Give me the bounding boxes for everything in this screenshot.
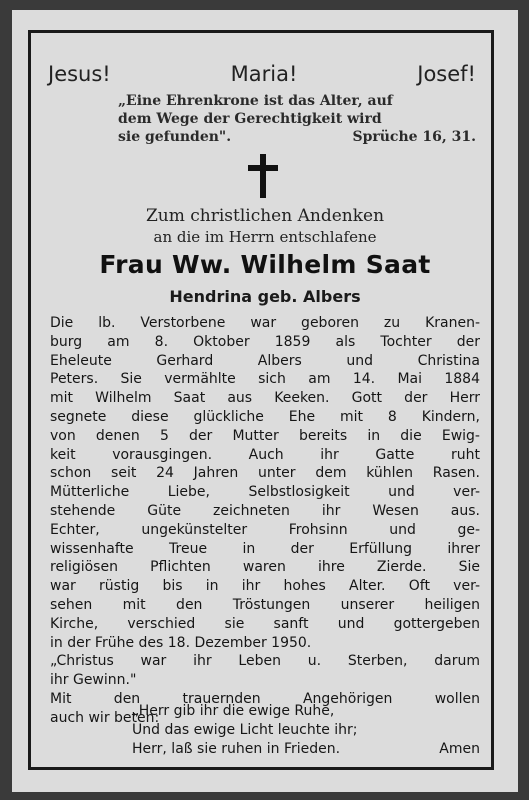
biography-line: stehende Güte zeichneten ihr Wesen aus. xyxy=(50,502,480,519)
biography-line: von denen 5 der Mutter bereits in die Ewig- xyxy=(50,427,480,444)
biography-line: Peters. Sie vermählte sich am 14. Mai 1884 xyxy=(50,371,480,388)
invocation-jesus: Jesus! xyxy=(48,62,111,86)
amen-text: Amen xyxy=(439,741,480,757)
maiden-name: Hendrina geb. Albers xyxy=(169,287,361,306)
closing-quote-line: „Christus war ihr Leben u. Sterben, darum xyxy=(50,653,480,670)
biography-line: burg am 8. Oktober 1859 als Tochter der xyxy=(50,333,480,350)
biography-line: Mütterliche Liebe, Selbstlosigkeit und ver- xyxy=(50,484,480,501)
biography-line: Echter, ungekünstelter Frohsinn und ge- xyxy=(50,521,480,538)
biography-line: keit vorausgingen. Auch ihr Gatte ruht xyxy=(50,446,480,463)
biography-line: sehen mit den Tröstungen unserer heiligen xyxy=(50,596,480,613)
biography-line: segnete diese glückliche Ehe mit 8 Kindern, xyxy=(50,408,480,425)
prayer-text xyxy=(132,702,480,759)
prayer-intro-line: auch wir beten: xyxy=(50,709,160,726)
biography-line: war rüstig bis in ihr hohes Alter. Oft ver- xyxy=(50,578,480,595)
biography-line: mit Wilhelm Saat aus Keeken. Gott der Herr xyxy=(50,390,480,407)
quote-line: „Eine Ehrenkrone ist das Alter, auf xyxy=(118,93,393,109)
prayer-line: „Herr gib ihr die ewige Ruhe, xyxy=(132,703,335,719)
latin-cross-icon xyxy=(245,154,281,198)
bible-quote xyxy=(118,92,476,146)
intro-text xyxy=(40,205,490,247)
quote-line: dem Wege der Gerechtigkeit wird xyxy=(118,111,382,127)
quote-reference: Sprüche 16, 31. xyxy=(352,129,476,145)
biography-line: Eheleute Gerhard Albers und Christina xyxy=(50,352,480,369)
biography-text xyxy=(50,314,480,728)
deceased-name: Frau Ww. Wilhelm Saat xyxy=(99,250,431,279)
prayer-line: Und das ewige Licht leuchte ihr; xyxy=(132,722,358,738)
biography-line: Die lb. Verstorbene war geboren zu Kranen- xyxy=(50,315,480,331)
biography-line: religiösen Pflichten waren ihre Zierde. Sie xyxy=(50,559,480,576)
intro-line: Zum christlichen Andenken xyxy=(145,206,385,226)
invocation-maria: Maria! xyxy=(230,62,298,86)
closing-quote-line: ihr Gewinn." xyxy=(50,672,137,689)
biography-line: Kirche, verschied sie sanft und gottergeben xyxy=(50,615,480,632)
biography-line: in der Frühe des 18. Dezember 1950. xyxy=(50,634,312,651)
biography-line: schon seit 24 Jahren unter dem kühlen Rasen. xyxy=(50,465,480,482)
quote-last-line xyxy=(118,128,476,146)
intro-line: an die im Herrn entschlafene xyxy=(153,228,377,246)
invocation-josef: Josef! xyxy=(417,62,476,86)
quote-line: sie gefunden". xyxy=(118,129,232,145)
header-invocation xyxy=(48,62,476,86)
prayer-last-line xyxy=(132,740,480,759)
prayer-intro-line: Mit den trauernden Angehörigen wollen xyxy=(50,690,480,707)
prayer-line: Herr, laß sie ruhen in Frieden. xyxy=(132,741,341,757)
biography-line: wissenhafte Treue in der Erfüllung ihrer xyxy=(50,540,480,557)
